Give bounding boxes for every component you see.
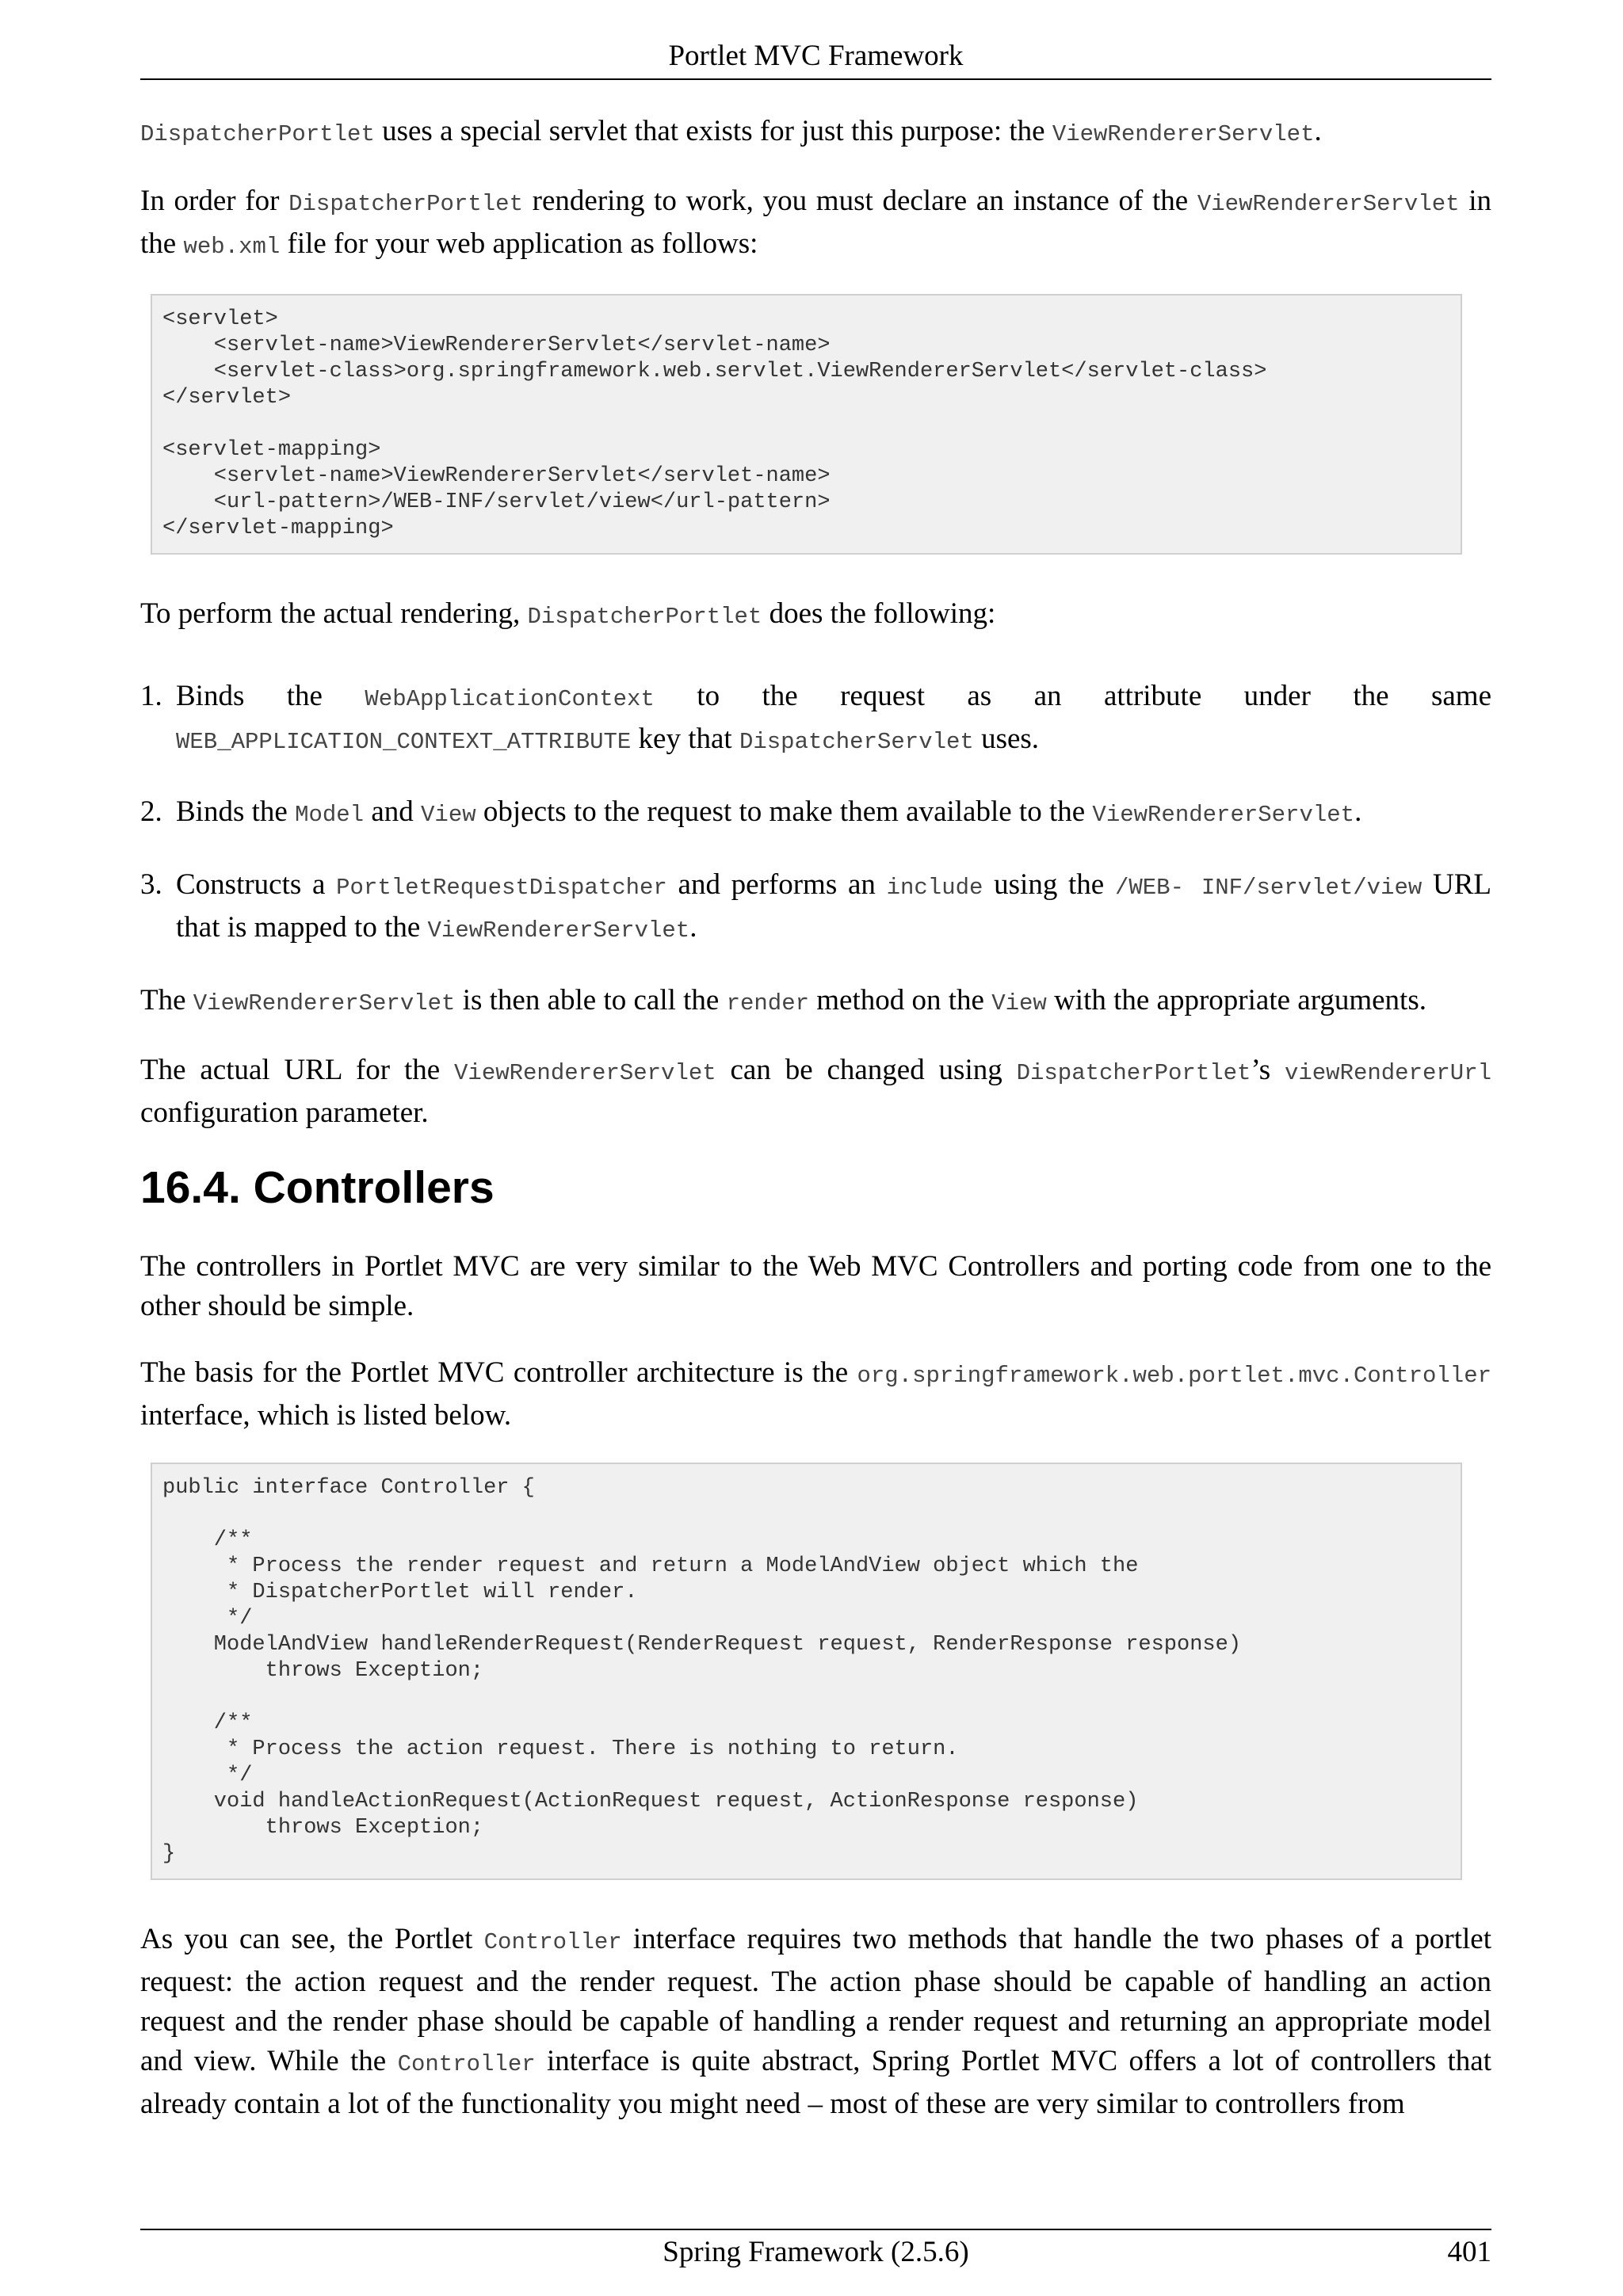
inline-code: ViewRendererServlet xyxy=(454,1060,716,1086)
paragraph-view-renderer-url: The actual URL for the ViewRendererServlet can be changed using DispatcherPortlet’s viewRendererUrl configuration parameter. xyxy=(140,1054,1491,1129)
paragraph-viewrendererservlet-intro: DispatcherPortlet uses a special servlet that exists for just this purpose: the ViewRendererServlet. xyxy=(140,115,1322,147)
code-block-web-xml: <servlet> <servlet-name>ViewRendererServlet</servlet-name> <servlet-class>org.springframework.web.servlet.ViewRendererServlet</servlet-class> </servlet> <servlet-mapping> <servlet-name>ViewRendererServlet</servlet-name> <url-pattern>/WEB-INF/servlet/view</url-pattern> </servlet-mapping> xyxy=(151,294,1462,555)
list-item: 1. Binds the WebApplicationContext to the request as an attribute under the same WEB_APPLICATION_CONTEXT_ATTRIBUTE key that DispatcherServlet uses. xyxy=(140,677,1491,762)
inline-code: ViewRendererServlet xyxy=(427,917,690,944)
list-number: 2. xyxy=(140,795,162,828)
inline-code: View xyxy=(421,802,476,828)
page-number: 401 xyxy=(1447,2236,1491,2268)
inline-code: DispatcherPortlet xyxy=(288,191,523,217)
paragraph-rendering-steps-intro: To perform the actual rendering, DispatcherPortlet does the following: xyxy=(140,597,996,630)
paragraph-controllers-intro: The controllers in Portlet MVC are very similar to the Web MVC Controllers and porting code from one to the other should be simple. xyxy=(140,1250,1491,1322)
inline-code: DispatcherServlet xyxy=(739,729,974,755)
inline-code: include xyxy=(886,875,983,901)
inline-code: Model xyxy=(295,802,365,828)
inline-code: ViewRendererServlet xyxy=(1197,191,1460,217)
inline-code: ViewRendererServlet xyxy=(1092,802,1355,828)
inline-code: DispatcherPortlet xyxy=(140,121,375,147)
inline-code: /WEB- INF/servlet/view xyxy=(1114,875,1423,901)
inline-code: WEB_APPLICATION_CONTEXT_ATTRIBUTE xyxy=(176,729,632,755)
inline-code: WebApplicationContext xyxy=(365,686,655,712)
inline-code: DispatcherPortlet xyxy=(1016,1060,1251,1086)
inline-code: PortletRequestDispatcher xyxy=(336,875,667,901)
inline-code: DispatcherPortlet xyxy=(527,604,762,630)
inline-code: Controller xyxy=(483,1929,622,1955)
paragraph-controller-interface: The basis for the Portlet MVC controller architecture is the org.springframework.web.portlet.mvc.Controller interface, which is listed below. xyxy=(140,1356,1491,1432)
running-header: Portlet MVC Framework xyxy=(668,40,964,72)
document-page xyxy=(140,0,1491,2296)
list-item: 3. Constructs a PortletRequestDispatcher and performs an include using the /WEB- INF/servlet/view URL that is mapped to the ViewRendererServlet. xyxy=(140,865,1491,951)
list-number: 3. xyxy=(140,868,162,901)
inline-code: web.xml xyxy=(183,234,281,260)
paragraph-declare-servlet: In order for DispatcherPortlet rendering to work, you must declare an instance of the ViewRendererServlet in the web.xml file for your web application as follows: xyxy=(140,185,1492,260)
inline-code: render xyxy=(726,990,810,1016)
code-block-controller-interface: public interface Controller { /** * Process the render request and return a ModelAndView object which the * DispatcherPortlet will render. */ ModelAndView handleRenderRequest(RenderRequest request, RenderResponse response) throws Exception; /** * Process the action request. There is nothing to return. */ void handleActionRequest(ActionRequest request, ActionResponse response) throws Exception; } xyxy=(151,1463,1462,1880)
paragraph-controller-phases: As you can see, the Portlet Controller interface requires two methods that handle the two phases of a portlet request: the action request and the render request. The action phase should be capable of handling an action request and the render phase should be capable of handling a render request and returning an appropriate model and view. While the Controller interface is quite abstract, Spring Portlet MVC offers a lot of controllers that already contain a lot of the functionality you might need – most of these are very similar to controllers from xyxy=(140,1923,1492,2120)
inline-code: viewRendererUrl xyxy=(1284,1060,1491,1086)
footer-rule xyxy=(140,2229,1491,2230)
page-body xyxy=(140,112,1491,2151)
inline-code: Controller xyxy=(397,2051,536,2077)
paragraph-render-method: The ViewRendererServlet is then able to call the render method on the View with the appropriate arguments. xyxy=(140,984,1426,1016)
inline-code: org.springframework.web.portlet.mvc.Controller xyxy=(857,1363,1491,1389)
running-footer: Spring Framework (2.5.6) xyxy=(663,2236,969,2268)
inline-code: View xyxy=(991,990,1047,1016)
header-rule xyxy=(140,78,1491,80)
list-number: 1. xyxy=(140,680,162,712)
list-item: 2. Binds the Model and View objects to the request to make them available to the ViewRendererServlet. xyxy=(140,792,1491,835)
inline-code: ViewRendererServlet xyxy=(193,990,456,1016)
inline-code: ViewRendererServlet xyxy=(1052,121,1315,147)
section-heading: 16.4. Controllers xyxy=(140,1162,495,1213)
rendering-steps-list xyxy=(140,677,1491,951)
